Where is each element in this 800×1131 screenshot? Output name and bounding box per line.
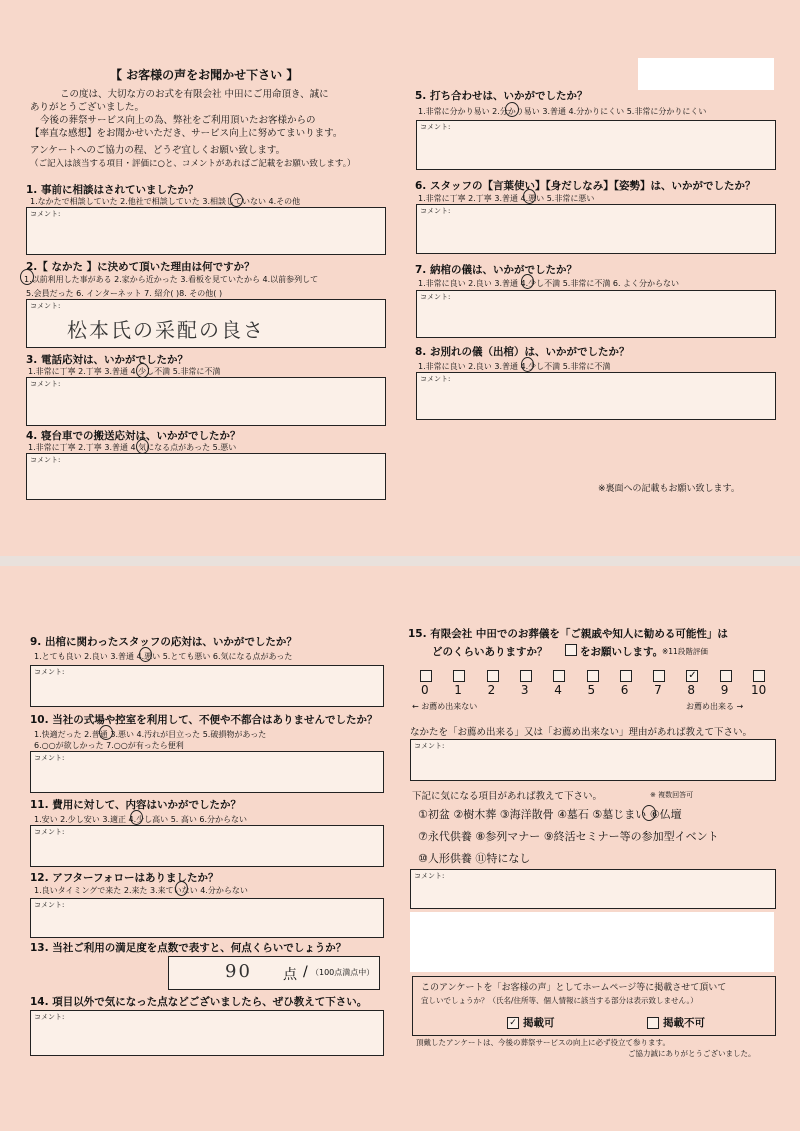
q12-answer-circle	[175, 881, 188, 896]
scale-number-5: 5	[587, 683, 596, 697]
concern-comment-box[interactable]	[410, 869, 776, 909]
q15-title: 15. 有限会社 中田でのお葬儀を「ご親戚や知人に勧める可能性」は	[408, 628, 728, 640]
scale-number-3: 3	[520, 683, 529, 697]
q10-options-1: 1.快適だった 2.普通 3.悪い 4.汚れが目立った 5.破損物があった	[34, 730, 267, 739]
q6-options: 1.非常に丁寧 2.丁寧 3.普通 4.悪い 5.非常に悪い	[418, 194, 595, 203]
q8-options: 1.非常に良い 2.良い 3.普通 4.少し不満 5.非常に不満	[418, 362, 611, 371]
scale-checkbox-5[interactable]	[587, 670, 599, 682]
q2-answer-circle	[20, 269, 34, 285]
comment-label: コメント:	[414, 742, 445, 750]
q12-comment-box[interactable]	[30, 898, 384, 938]
q1-comment-box[interactable]	[26, 207, 386, 255]
q4-comment-box[interactable]	[26, 453, 386, 500]
q9-answer-circle	[139, 647, 152, 662]
q7-options: 1.非常に良い 2.良い 3.普通 4.少し不満 5.非常に不満 6. よく分からない	[418, 279, 680, 288]
q4-title: 4. 寝台車での搬送応対は、いかがでしたか？	[26, 430, 241, 442]
q15-left-label: ← お薦め出来ない	[412, 702, 478, 711]
scale-checkbox-2[interactable]	[487, 670, 499, 682]
q13-score-box[interactable]	[168, 956, 380, 990]
q15-reason-question: なかたを「お薦め出来る」又は「お薦め出来ない」理由があれば教えて下さい。	[410, 727, 753, 738]
concern-line-2: ⑦永代供養 ⑧参列マナー ⑨終活セミナー等の参加型イベント	[418, 830, 719, 843]
q1-options: 1.なかたで相談していた 2.他社で相談していた 3.相談していない 4.その他	[30, 197, 301, 206]
q5-answer-circle	[505, 102, 519, 117]
intro-line-1: この度は、大切な方のお式を有限会社 中田にご用命頂き、誠に	[60, 89, 329, 100]
q14-title: 14. 項目以外で気になった点などございましたら、ぜひ教えて下さい。	[30, 996, 368, 1008]
q3-options: 1.非常に丁寧 2.丁寧 3.普通 4.少し不満 5.非常に不満	[28, 367, 221, 376]
scale-checkbox-0[interactable]	[420, 670, 432, 682]
comment-label: コメント:	[34, 828, 65, 836]
q4-answer-circle	[136, 439, 149, 454]
scale-number-0: 0	[421, 683, 429, 697]
q14-comment-box[interactable]	[30, 1010, 384, 1056]
intro-line-6: （ご記入は該当する項目・評価に○と、コメントがあればご記載をお願い致します。）	[30, 159, 356, 169]
concern-title: 下記に気になる項目があれば教えて下さい。	[412, 791, 603, 802]
scale-number-1: 1	[454, 683, 462, 697]
concern-answer-circle	[642, 805, 656, 821]
q7-comment-box[interactable]	[416, 290, 776, 338]
redaction-block	[638, 58, 774, 90]
comment-label: コメント:	[30, 380, 61, 388]
scale-number-6: 6	[620, 683, 629, 697]
q3-answer-circle	[136, 363, 149, 378]
q3-comment-box[interactable]	[26, 377, 386, 426]
q10-comment-box[interactable]	[30, 751, 384, 793]
q3-title: 3. 電話応対は、いかがでしたか？	[26, 354, 188, 366]
q8-answer-circle	[521, 357, 534, 372]
q13-title: 13. 当社ご利用の満足度を点数で表すと、何点くらいでしょうか？	[30, 942, 347, 954]
q6-comment-box[interactable]	[416, 204, 776, 254]
scale-number-9: 9	[720, 683, 729, 697]
q5-options: 1.非常に分かり易い 2.分かり易い 3.普通 4.分かりにくい 5.非常に分かりにくい	[418, 107, 707, 116]
q6-title: 6. スタッフの【言葉使い】【身だしなみ】【姿勢】は、いかがでしたか？	[415, 180, 756, 192]
q13-score-unit: 点	[283, 967, 297, 983]
q5-title: 5. 打ち合わせは、いかがでしたか？	[415, 90, 588, 102]
survey-title: 【 お客様の声をお聞かせ下さい 】	[110, 68, 299, 82]
intro-line-2: ありがとうございました。	[30, 102, 145, 113]
scale-checkbox-1[interactable]	[453, 670, 465, 682]
publish-ok-checkbox[interactable]: ✓	[507, 1017, 519, 1029]
comment-label: コメント:	[420, 375, 451, 383]
q8-title: 8. お別れの儀（出棺）は、いかがでしたか？	[415, 346, 630, 358]
q13-score-note: （100点満点中）	[311, 968, 375, 977]
q1-title: 1. 事前に相談はされていましたか？	[26, 184, 199, 196]
q11-answer-circle	[130, 810, 143, 825]
redaction-block	[410, 912, 774, 972]
scale-checkbox-9[interactable]	[720, 670, 732, 682]
q15-title-3: をお願いします。	[580, 646, 664, 658]
q5-comment-box[interactable]	[416, 120, 776, 170]
comment-label: コメント:	[30, 302, 61, 310]
comment-label: コメント:	[34, 668, 65, 676]
survey-front-page	[0, 0, 800, 556]
concern-note: ※ 複数回答可	[650, 791, 694, 799]
publish-ng-checkbox[interactable]	[647, 1017, 659, 1029]
q4-options: 1.非常に丁寧 2.丁寧 3.普通 4.気になる点があった 5.悪い	[28, 443, 237, 452]
comment-label: コメント:	[420, 207, 451, 215]
q2-options-2: 5.会員だった 6. インターネット 7. 紹介( )8. その他( )	[26, 289, 223, 298]
q2-comment-box[interactable]	[26, 299, 386, 348]
scale-number-10: 10	[751, 683, 767, 697]
q2-title: 2.【 なかた 】に決めて頂いた理由は何ですか？	[26, 261, 255, 273]
q11-comment-box[interactable]	[30, 825, 384, 867]
q15-reason-box[interactable]	[410, 739, 776, 781]
q7-answer-circle	[521, 274, 534, 289]
publish-ng-label: 掲載不可	[663, 1017, 705, 1029]
scale-checkbox-6[interactable]	[620, 670, 632, 682]
q12-options: 1.良いタイミングで来た 2.来た 3.来ていない 4.分からない	[34, 886, 248, 895]
q9-options: 1.とても良い 2.良い 3.普通 4.悪い 5.とても悪い 6.気になる点があった	[34, 652, 293, 661]
q9-title: 9. 出棺に関わったスタッフの応対は、いかがでしたか？	[30, 636, 297, 648]
comment-label: コメント:	[414, 872, 445, 880]
comment-label: コメント:	[34, 754, 65, 762]
intro-line-4: 【率直な感想】をお聞かせいただき、サービス向上に努めてまいります。	[30, 128, 343, 139]
closing-line-2: ご協力誠にありがとうございました。	[628, 1049, 756, 1058]
q11-title: 11. 費用に対して、内容はいかがでしたか？	[30, 799, 242, 811]
scale-number-7: 7	[654, 683, 662, 697]
comment-label: コメント:	[34, 1013, 65, 1021]
q12-title: 12. アフターフォローはありましたか？	[30, 872, 219, 884]
q6-answer-circle	[523, 189, 536, 204]
q7-title: 7. 納棺の儀は、いかがでしたか？	[415, 264, 577, 276]
concern-line-1: ①初盆 ②樹木葬 ③海洋散骨 ④墓石 ⑤墓じまい ⑥仏壇	[418, 808, 682, 821]
q10-options-2: 6.○○が欲しかった 7.○○が有ったら便利	[34, 741, 184, 750]
q15-scale-note: ※11段階評価	[662, 647, 708, 656]
intro-line-5: アンケートへのご協力の程、どうぞ宜しくお願い致します。	[30, 145, 286, 156]
comment-label: コメント:	[420, 123, 451, 131]
q2-handwritten-comment: 松本氏の采配の良さ	[67, 318, 265, 342]
q15-right-label: お薦め出来る →	[686, 702, 744, 711]
q11-options: 1.安い 2.少し安い 3.適正 4.少し高い 5. 高い 6.分からない	[34, 815, 248, 824]
scale-checkbox-3[interactable]	[520, 670, 532, 682]
publish-permission-box	[412, 976, 776, 1036]
scale-checkbox-4[interactable]	[553, 670, 565, 682]
scale-checkbox-10[interactable]	[753, 670, 765, 682]
comment-label: コメント:	[30, 456, 61, 464]
q15-instruction-checkbox	[565, 644, 577, 656]
page-gap	[0, 556, 800, 566]
comment-label: コメント:	[420, 293, 451, 301]
back-page-note: ※裏面への記載もお願い致します。	[598, 484, 740, 494]
q2-options-1: 1.以前利用した事がある 2.家から近かった 3.看板を見ていたから 4.以前参列して	[24, 275, 319, 284]
scale-checkbox-7[interactable]	[653, 670, 665, 682]
scale-number-2: 2	[487, 683, 496, 697]
q9-comment-box[interactable]	[30, 665, 384, 707]
survey-back-page	[0, 566, 800, 1131]
comment-label: コメント:	[34, 901, 65, 909]
scale-checkbox-8[interactable]: ✓	[688, 670, 697, 681]
q15-title-2: どのくらいありますか？	[432, 646, 548, 658]
q10-answer-circle	[99, 725, 113, 740]
q8-comment-box[interactable]	[416, 372, 776, 420]
publish-line-1: このアンケートを「お客様の声」としてホームページ等に掲載させて頂いて	[421, 983, 727, 993]
concern-line-3: ⑩人形供養 ⑪特になし	[418, 852, 531, 865]
scale-number-8: 8	[687, 683, 696, 697]
publish-line-2: 宜しいでしょうか？（氏名/住所等、個人情報に該当する部分は表示致しません。）	[421, 996, 698, 1005]
comment-label: コメント:	[30, 210, 61, 218]
scale-number-4: 4	[554, 683, 562, 697]
q13-score-slash: /	[303, 964, 308, 980]
q1-answer-circle	[230, 193, 243, 207]
publish-ok-label: 掲載可	[523, 1017, 555, 1029]
intro-line-3: 今後の葬祭サービス向上の為、弊社をご利用頂いたお客様からの	[40, 115, 316, 126]
closing-line-1: 頂戴したアンケートは、今後の葬祭サービスの向上に必ず役立て参ります。	[416, 1038, 670, 1047]
q13-score-value: 90	[225, 961, 252, 982]
q10-title: 10. 当社の式場や控室を利用して、不便や不都合はありませんでしたか？	[30, 714, 378, 726]
